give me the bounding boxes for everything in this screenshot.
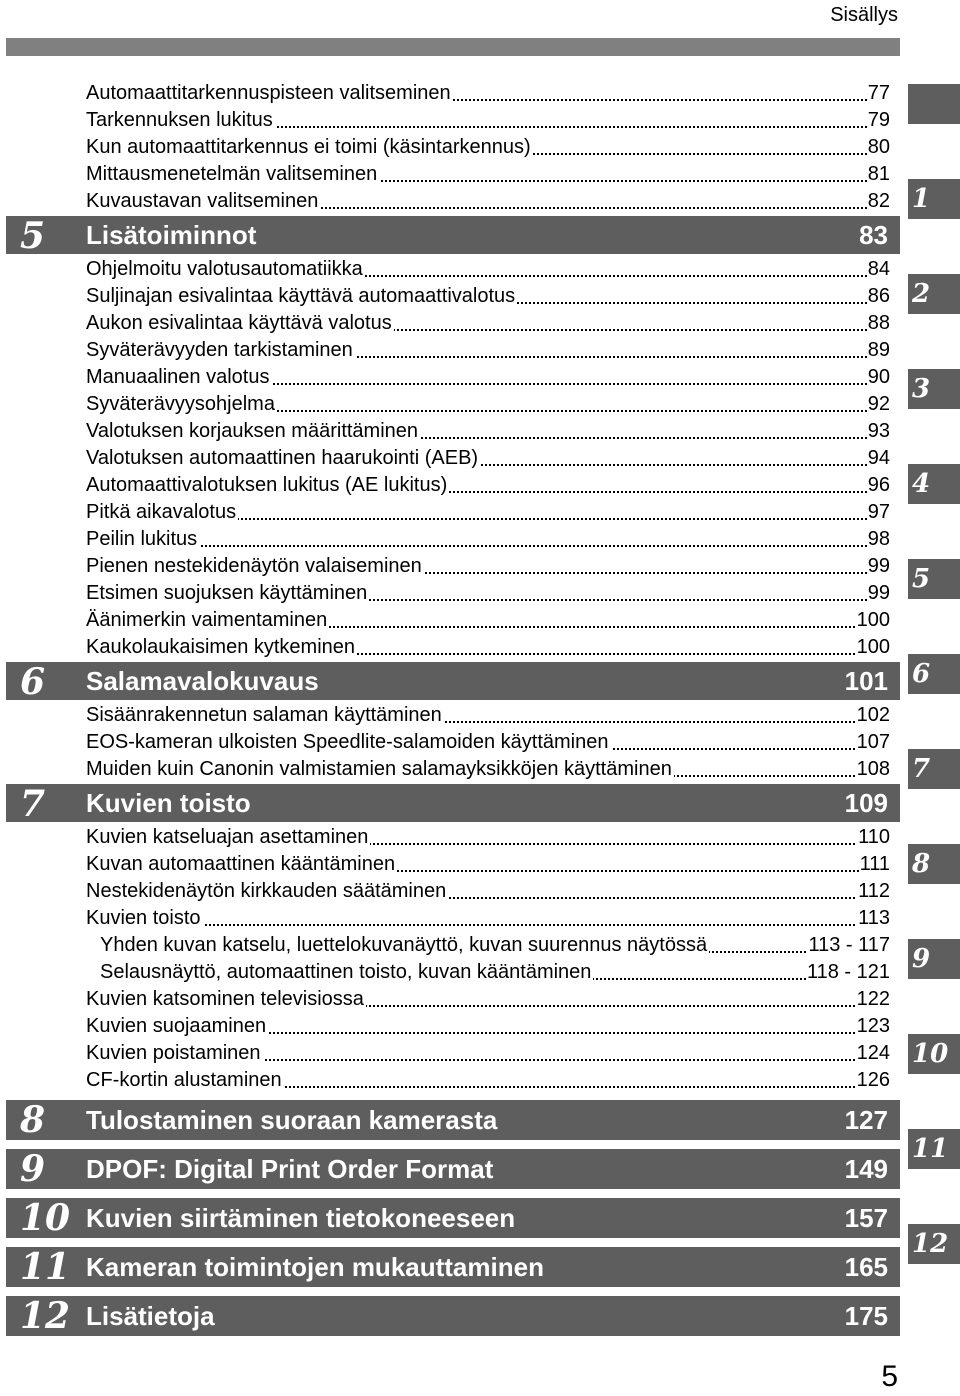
toc-entry-title: Selausnäyttö, automaattinen toisto, kuvan kääntäminen <box>100 959 593 986</box>
chapter-heading-8[interactable] <box>6 1100 900 1140</box>
side-tab-number: 10 <box>912 1039 949 1069</box>
toc-entry-page: 89 <box>867 337 890 364</box>
toc-entry-title: Sisäänrakennetun salaman käyttäminen <box>86 702 444 729</box>
toc-entry-title: Pitkä aikavalotus <box>86 499 238 526</box>
side-tab-blank[interactable] <box>908 84 960 124</box>
toc-entry[interactable] <box>86 580 890 607</box>
toc-entry-page: 110 <box>857 824 890 851</box>
toc-entry-page: 122 <box>856 986 890 1013</box>
toc-entry-page: 100 <box>856 607 890 634</box>
chapter-page: 127 <box>844 1105 888 1135</box>
toc-entry-page: 99 <box>867 553 890 580</box>
chapter-tabs <box>908 84 960 1319</box>
toc-entry[interactable] <box>86 702 890 729</box>
toc-entry-page: 124 <box>856 1040 890 1067</box>
chapter-title: Kuvien toisto <box>86 788 251 818</box>
toc-entry[interactable] <box>86 445 890 472</box>
chapter-page: 83 <box>859 220 888 250</box>
dot-leader <box>86 924 890 926</box>
chapter-number: 8 <box>20 1099 46 1141</box>
toc-entry-page: 96 <box>867 472 890 499</box>
toc-entry-page: 86 <box>867 283 890 310</box>
toc-entry-page: 107 <box>856 729 890 756</box>
chapter-number: 7 <box>20 783 46 825</box>
toc-entry[interactable] <box>86 878 890 905</box>
toc-entry[interactable] <box>86 256 890 283</box>
toc-entry[interactable] <box>86 161 890 188</box>
toc-entry-page: 112 <box>857 878 890 905</box>
toc-entry-page: 98 <box>867 526 890 553</box>
toc-entry-page: 80 <box>867 134 890 161</box>
toc-entry-title: Suljinajan esivalintaa käyttävä automaattivalotus <box>86 283 517 310</box>
page-number: 5 <box>881 1360 898 1393</box>
chapter-number: 5 <box>20 215 46 257</box>
toc-entry-page: 81 <box>867 161 890 188</box>
side-tab-2[interactable] <box>908 274 960 314</box>
side-tab-8[interactable] <box>908 844 960 884</box>
chapter-page: 157 <box>844 1203 888 1233</box>
side-tab-4[interactable] <box>908 464 960 504</box>
toc-entry-title: Syväterävyysohjelma <box>86 391 277 418</box>
toc-entry[interactable] <box>86 80 890 107</box>
toc-entry-page: 92 <box>867 391 890 418</box>
toc-entry-title: Valotuksen automaattinen haarukointi (AEB) <box>86 445 480 472</box>
toc-entry-title: Kuvien katseluajan asettaminen <box>86 824 370 851</box>
toc-entry-page: 99 <box>867 580 890 607</box>
chapter-number: 6 <box>20 661 46 703</box>
toc-entry[interactable] <box>86 1013 890 1040</box>
chapter-heading-6[interactable] <box>6 661 900 703</box>
side-tab-7[interactable] <box>908 749 960 789</box>
toc-entry-page: 90 <box>867 364 890 391</box>
side-tab-number: 9 <box>912 944 931 974</box>
chapter-title: Tulostaminen suoraan kamerasta <box>86 1105 498 1135</box>
side-tab-10[interactable] <box>908 1034 960 1074</box>
toc-entry-page: 118 - 121 <box>806 959 890 986</box>
toc-entry-title: Aukon esivalintaa käyttävä valotus <box>86 310 394 337</box>
toc-entry[interactable] <box>86 729 890 756</box>
toc-entry-page: 93 <box>867 418 890 445</box>
toc-entry-title: Kuvaustavan valitseminen <box>86 188 320 215</box>
side-tab-1[interactable] <box>908 179 960 219</box>
side-tab-number: 7 <box>912 754 931 784</box>
toc-entry[interactable] <box>86 1040 890 1067</box>
toc-entry[interactable] <box>86 391 890 418</box>
toc-entry[interactable] <box>86 905 890 932</box>
toc-entry-page: 113 <box>857 905 890 932</box>
toc-entry-title: Yhden kuvan katselu, luettelokuvanäyttö, kuvan suurennus näytössä <box>100 932 709 959</box>
toc-entry-title: Pienen nestekidenäytön valaiseminen <box>86 553 424 580</box>
toc-entry[interactable] <box>86 851 890 878</box>
chapter-number: 10 <box>20 1197 71 1239</box>
side-tab-number: 4 <box>912 469 931 499</box>
toc-entry-page: 82 <box>867 188 890 215</box>
side-tab-11[interactable] <box>908 1129 960 1169</box>
toc-entry-title: Nestekidenäytön kirkkauden säätäminen <box>86 878 448 905</box>
toc-entry[interactable] <box>86 756 890 783</box>
toc-entry-title: Syväterävyyden tarkistaminen <box>86 337 355 364</box>
side-tab-5[interactable] <box>908 559 960 599</box>
toc-entry-title: Kuvien poistaminen <box>86 1040 263 1067</box>
dot-leader <box>86 545 890 547</box>
header-title: Sisällys <box>830 4 898 26</box>
toc-entry[interactable] <box>86 107 890 134</box>
toc-entry-page: 88 <box>867 310 890 337</box>
toc-entry-page: 97 <box>867 499 890 526</box>
toc-subentry[interactable] <box>100 932 890 959</box>
side-tab-number: 11 <box>912 1134 949 1164</box>
side-tab-9[interactable] <box>908 939 960 979</box>
toc-entry-title: Kuvien toisto <box>86 905 203 932</box>
toc-entry-title: Kuvan automaattinen kääntäminen <box>86 851 397 878</box>
side-tab-number: 8 <box>912 849 931 879</box>
chapter-number: 9 <box>20 1148 46 1190</box>
table-of-contents <box>0 80 900 1345</box>
header-bar <box>6 38 900 56</box>
side-tab-number: 2 <box>912 279 931 309</box>
toc-entry-title: Ohjelmoitu valotusautomatiikka <box>86 256 365 283</box>
toc-entry-title: Kaukolaukaisimen kytkeminen <box>86 634 357 661</box>
side-tab-number: 1 <box>912 184 931 214</box>
side-tab-number: 12 <box>912 1229 949 1259</box>
toc-entry-page: 113 - 117 <box>807 932 890 959</box>
chapter-heading-10[interactable] <box>6 1198 900 1238</box>
toc-entry-title: Muiden kuin Canonin valmistamien salamayksikköjen käyttäminen <box>86 756 674 783</box>
toc-entry-title: Mittausmenetelmän valitseminen <box>86 161 379 188</box>
toc-entry-page: 111 <box>859 851 890 878</box>
toc-entry-title: Etsimen suojuksen käyttäminen <box>86 580 369 607</box>
toc-entry[interactable] <box>86 364 890 391</box>
toc-entry-title: Automaattitarkennuspisteen valitseminen <box>86 80 453 107</box>
toc-entry-page: 77 <box>867 80 890 107</box>
chapter-title: DPOF: Digital Print Order Format <box>86 1154 494 1184</box>
side-tab-12[interactable] <box>908 1224 960 1264</box>
toc-entry-title: Manuaalinen valotus <box>86 364 271 391</box>
chapter-title: Salamavalokuvaus <box>86 666 319 696</box>
toc-entry-page: 102 <box>856 702 890 729</box>
toc-entry[interactable] <box>86 134 890 161</box>
side-tab-3[interactable] <box>908 369 960 409</box>
toc-entry-page: 79 <box>867 107 890 134</box>
toc-entry[interactable] <box>86 283 890 310</box>
toc-subentry[interactable] <box>100 959 890 986</box>
chapter-heading-5[interactable] <box>6 215 900 257</box>
side-tab-number: 3 <box>912 374 931 404</box>
toc-entry-title: Automaattivalotuksen lukitus (AE lukitus) <box>86 472 449 499</box>
chapter-page: 149 <box>844 1154 888 1184</box>
toc-entry-title: Kuvien suojaaminen <box>86 1013 268 1040</box>
side-tab-number: 6 <box>912 659 931 689</box>
toc-entry-title: Valotuksen korjauksen määrittäminen <box>86 418 420 445</box>
toc-entry[interactable] <box>86 310 890 337</box>
chapter-number: 12 <box>20 1295 71 1337</box>
toc-entry[interactable] <box>86 418 890 445</box>
toc-entry-page: 94 <box>867 445 890 472</box>
side-tab-6[interactable] <box>908 654 960 694</box>
toc-entry-page: 123 <box>856 1013 890 1040</box>
toc-entry-title: EOS-kameran ulkoisten Speedlite-salamoiden käyttäminen <box>86 729 611 756</box>
toc-entry[interactable] <box>86 824 890 851</box>
chapter-heading-9[interactable] <box>6 1149 900 1189</box>
toc-entry-title: Äänimerkin vaimentaminen <box>86 607 329 634</box>
chapter-page: 109 <box>844 788 888 818</box>
toc-entry-title: Kun automaattitarkennus ei toimi (käsintarkennus) <box>86 134 533 161</box>
chapter-page: 175 <box>844 1301 888 1331</box>
chapter-page: 165 <box>844 1252 888 1282</box>
toc-entry-page: 100 <box>856 634 890 661</box>
toc-entry-title: Tarkennuksen lukitus <box>86 107 275 134</box>
chapter-heading-11[interactable] <box>6 1247 900 1287</box>
chapter-page: 101 <box>844 666 888 696</box>
toc-entry[interactable] <box>86 634 890 661</box>
toc-entry-page: 84 <box>867 256 890 283</box>
chapter-heading-7[interactable] <box>6 783 900 825</box>
chapter-heading-12[interactable] <box>6 1296 900 1336</box>
toc-entry[interactable] <box>86 472 890 499</box>
chapter-title: Kuvien siirtäminen tietokoneeseen <box>86 1203 516 1233</box>
toc-entry[interactable] <box>86 553 890 580</box>
toc-entry[interactable] <box>86 188 890 215</box>
toc-entry-page: 126 <box>856 1067 890 1094</box>
toc-entry-title: Kuvien katsominen televisiossa <box>86 986 366 1013</box>
chapter-title: Lisätoiminnot <box>86 220 257 250</box>
chapter-number: 11 <box>20 1246 71 1288</box>
toc-entry[interactable] <box>86 499 890 526</box>
toc-entry[interactable] <box>86 1067 890 1094</box>
toc-entry[interactable] <box>86 986 890 1013</box>
toc-entry[interactable] <box>86 337 890 364</box>
chapter-title: Lisätietoja <box>86 1301 215 1331</box>
chapter-title: Kameran toimintojen mukauttaminen <box>86 1252 544 1282</box>
toc-entry-page: 108 <box>856 756 890 783</box>
toc-entry-title: Peilin lukitus <box>86 526 199 553</box>
toc-entry-title: CF-kortin alustaminen <box>86 1067 284 1094</box>
toc-entry[interactable] <box>86 607 890 634</box>
toc-entry[interactable] <box>86 526 890 553</box>
side-tab-number: 5 <box>912 564 931 594</box>
